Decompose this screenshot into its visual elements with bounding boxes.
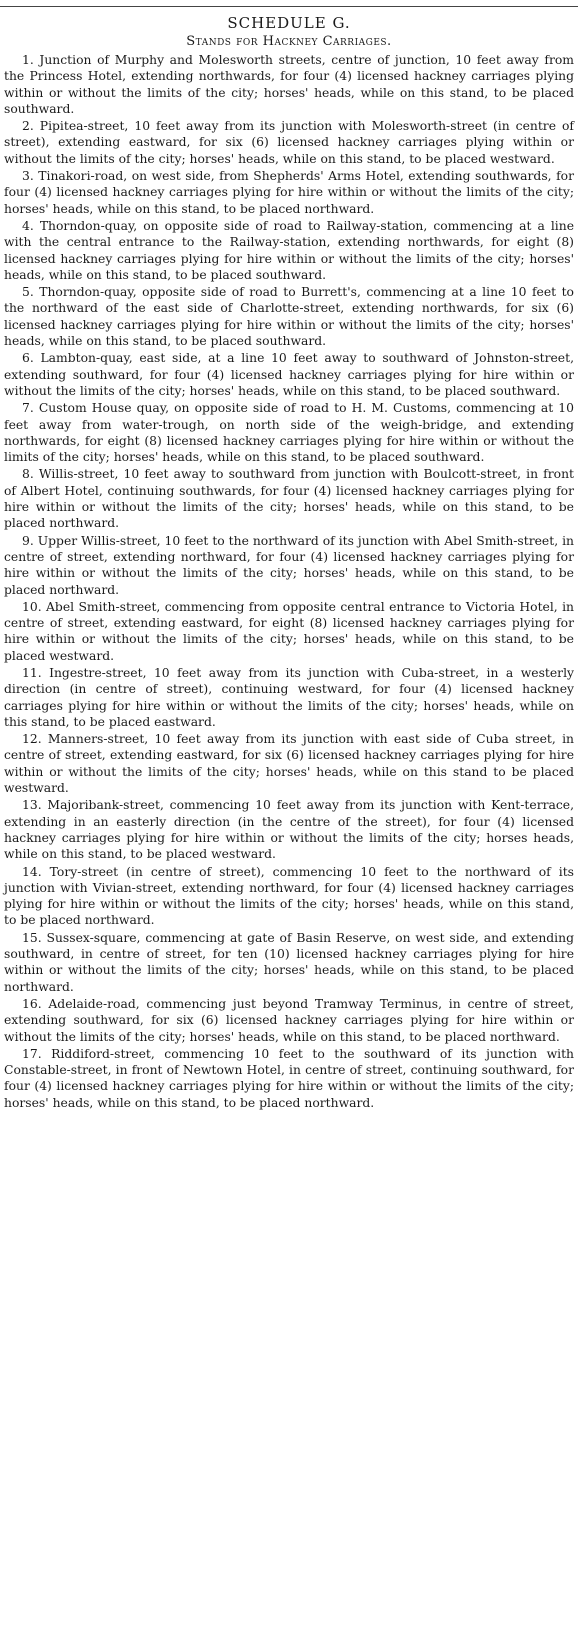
clause-3-tinakori-road: 3. Tinakori-road, on west side, from Shepherds' Arms Hotel, extending southwards, for four (4) licensed hackney carriages plying for hire within or without the limits of the city; horses' heads, while on this stand, to be placed northward. (4, 169, 574, 216)
clause-12-manners-street: 12. Manners-street, 10 feet away from its junction with east side of Cuba street, in centre of street, extending eastward, for six (6) licensed hackney carriages plying for hire within or without the limits of the city; horses' heads, while on this stand to be placed westward. (4, 732, 574, 796)
clause-9-upper-willis-street: 9. Upper Willis-street, 10 feet to the northward of its junction with Abel Smith-street, in centre of street, extending northward, for four (4) licensed hackney carriages plying for hire within or without the limits of the city; horses' heads, while on this stand, to be placed northward. (4, 533, 574, 597)
clause-10-abel-smith-street: 10. Abel Smith-street, commencing from opposite central entrance to Victoria Hotel, in centre of street, extending eastward, for eight (8) licensed hackney carriages plying for hire within or without the limits of the city; horses' heads, while on this stand, to be placed westward. (4, 599, 574, 663)
clause-6-lambton-quay: 6. Lambton-quay, east side, at a line 10 feet away to southward of Johnston-street, extending southward, for four (4) licensed hackney carriages plying for hire within or without the limits of the city; horses' heads, while on this stand, to be placed southward. (4, 351, 574, 398)
clause-5-thorndon-quay-burretts: 5. Thorndon-quay, opposite side of road to Burrett's, commencing at a line 10 feet to the northward of the east side of Charlotte-street, extending northwards, for six (6) licensed hackney carriages plying for hire within or without the limits of the city; horses' heads, while on this stand, to be placed southward. (4, 285, 574, 349)
clause-1-murphy-molesworth: 1. Junction of Murphy and Molesworth streets, centre of junction, 10 feet away from the Princess Hotel, extending northwards, for four (4) licensed hackney carriages plying within or without the limits of the city; horses' heads, while on this stand, to be placed southward. (4, 53, 574, 116)
schedule-g-page (4, 14, 574, 1112)
clause-7-custom-house-quay: 7. Custom House quay, on opposite side of road to H. M. Customs, commencing at 10 feet away from water-trough, on north side of the weigh-bridge, and extending northwards, for eight (8) licensed hackney carriages plying for hire within or without the limits of the city; horses' heads, while on this stand, to be placed southward. (4, 401, 574, 465)
previous-page-edge (0, 0, 578, 7)
clause-list (4, 52, 574, 1111)
clause-17-riddiford-street: 17. Riddiford-street, commencing 10 feet to the southward of its junction with Constable-street, in front of Newtown Hotel, in centre of street, continuing southward, for four (4) licensed hackney carriages plying for hire within or without the limits of the city; horses' heads, while on this stand, to be placed northward. (4, 1046, 574, 1110)
schedule-subtitle: Stands for Hackney Carriages. (186, 34, 392, 49)
clause-15-sussex-square: 15. Sussex-square, commencing at gate of Basin Reserve, on west side, and extending southward, in centre of street, for ten (10) licensed hackney carriages plying for hire within or without the limits of the city; horses' heads, while on this stand, to be placed northward. (4, 930, 574, 994)
clause-11-ingestre-street: 11. Ingestre-street, 10 feet away from its junction with Cuba-street, in a westerly direction (in centre of street), continuing westward, for four (4) licensed hackney carriages plying for hire within or without the limits of the city; horses' heads, while on this stand, to be placed eastward. (4, 665, 574, 729)
schedule-title: SCHEDULE G. (227, 14, 351, 32)
clause-8-willis-street: 8. Willis-street, 10 feet away to southward from junction with Boulcott-street, in front of Albert Hotel, continuing southwards, for four (4) licensed hackney carriages plying for hire within or without the limits of the city; horses' heads, while on this stand, to be placed northward. (4, 467, 574, 531)
clause-4-thorndon-quay-railway: 4. Thorndon-quay, on opposite side of road to Railway-station, commencing at a line with the central entrance to the Railway-station, extending northwards, for eight (8) licensed hackney carriages plying for hire within or without the limits of the city; horses' heads, while on this stand, to be placed southward. (4, 218, 574, 282)
clause-13-majoribank-street: 13. Majoribank-street, commencing 10 feet away from its junction with Kent-terrace, extending in an easterly direction (in the centre of the street), for four (4) licensed hackney carriages plying for hire within or without the limits of the city; horses heads, while on this stand, to be placed westward. (4, 798, 574, 862)
clause-14-tory-street: 14. Tory-street (in centre of street), commencing 10 feet to the northward of its junction with Vivian-street, extending northward, for four (4) licensed hackney carriages plying for hire within or without the limits of the city; horses' heads, while on this stand, to be placed northward. (4, 864, 574, 928)
clause-2-pipitea-street: 2. Pipitea-street, 10 feet away from its junction with Molesworth-street (in centre of street), extending eastward, for six (6) licensed hackney carriages plying within or without the limits of the city; horses' heads, while on this stand, to be placed westward. (4, 119, 574, 166)
clause-16-adelaide-road: 16. Adelaide-road, commencing just beyond Tramway Terminus, in centre of street, extending southward, for six (6) licensed hackney carriages plying for hire within or without the limits of the city; horses' heads, while on this stand, to be placed northward. (4, 996, 574, 1044)
